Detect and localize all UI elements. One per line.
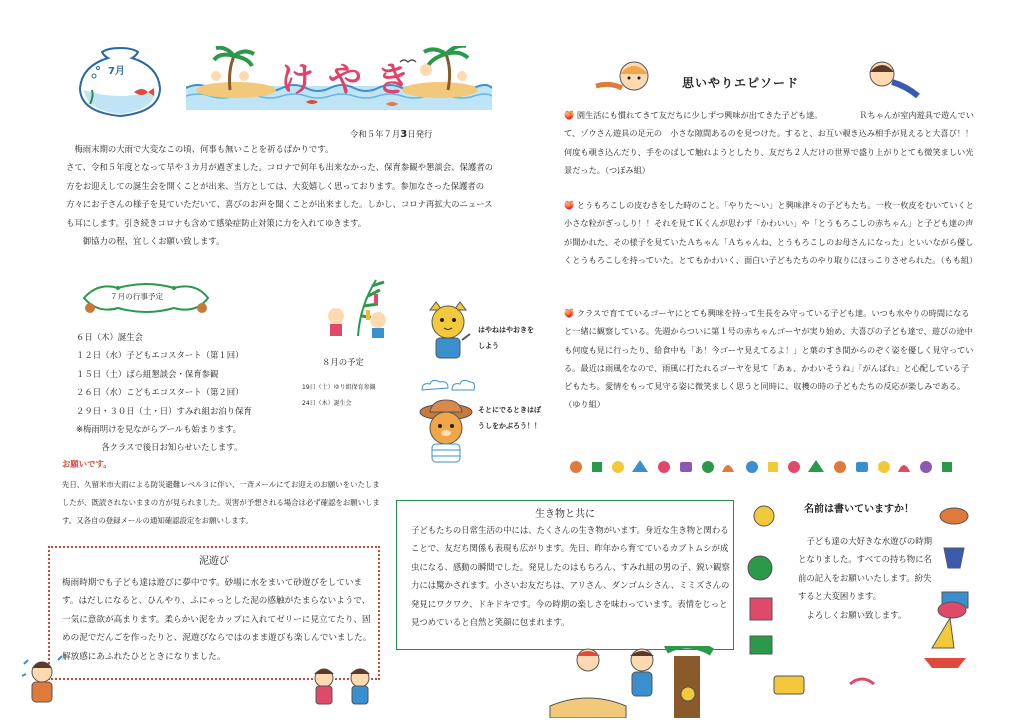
mud-play-text: 梅雨時期でも子ども達は遊びに夢中です。砂場に水をまいて砂遊びをしています。はだしになると、ひんやり、ふにゃっとした泥の感触がたまらないようで、一気に意欲が高まります。柔らかい泥をカップに入れてゼリーに見立てたり、固めの泥でだんごを作ったりと、泥遊びならではのまま遊びも楽しんでいました。解放感にあふれたひとときになりました。: [62, 578, 372, 662]
august-events: [302, 380, 376, 412]
episode-2: [564, 196, 978, 269]
flying-boy-illustration: [862, 56, 920, 100]
issue-date: 令和５年７月3日発行: [350, 129, 433, 140]
episode-1: [564, 106, 974, 179]
clothes-frame: [744, 498, 974, 708]
events-title: ７月の行事予定: [110, 292, 164, 301]
event-item: １２日（水）子どもエコスタート（第１回）: [76, 350, 244, 361]
bear-with-hat-illustration: [416, 398, 476, 466]
mud-play-title: 泥遊び: [199, 556, 229, 567]
peach-icon: 🍑: [564, 308, 577, 318]
august-title: ８月の予定: [322, 357, 364, 367]
episode-section-title: 思いやりエピソード: [682, 76, 800, 90]
tanabata-icon: [318, 276, 396, 338]
month-label: 7月: [108, 66, 125, 77]
event-item: １５日（土）ばら組懇談会・保育参観: [76, 368, 219, 379]
notice-heading: お願いです。: [62, 459, 112, 469]
cat-illustration: [422, 300, 474, 362]
bubble-wear-hat: そとにでるときはぼうしをかぶろう！！: [478, 406, 541, 430]
child-flying-icon: [594, 56, 662, 100]
names-closing: よろしくお願い致します。: [806, 609, 907, 620]
tanabata-illustration: [318, 276, 396, 338]
notice-text: 先日、久留米市大雨による防災避難レベル３に伴い、一斉メールにてお迎えのお願いをいたしましたが、既読されないままの方が見られました。災害が予想される場合は必ず確認をお願いします。又各自の登録メールの通知確認設定をお願いします。: [62, 480, 380, 525]
july-events: [76, 328, 306, 457]
fishbowl-icon: [72, 46, 168, 118]
event-item: ※梅雨明けを見ながらプールも始まります。: [76, 424, 242, 435]
event-item: ２９日・３０日（土・日）すみれ組お泊り保育: [76, 405, 252, 416]
names-title: 名前は書いていますか！: [804, 504, 914, 515]
intro-text: [66, 140, 498, 250]
august-item: 24日（木）誕生会: [302, 400, 352, 407]
mud-play-box: [48, 546, 380, 680]
living-things-text: 子どもたちの日常生活の中には、たくさんの生き物がいます。身近な生き物と関わることで、友だち関係も表現も広がります。先日、昨年から育てているカブトムシが成虫になる、感動の瞬間でした。発見したのはもちろん、すみれ組の男の子、鋭い観察力には驚かされます。小さいお友だちは、アリさん、ダンゴムシさん、ミミズさんの発見にワクワク、ドキドキです。今の時期の楽しさを味わっています。表情をじっと見つめていると自然と笑顔に包まれます。: [411, 525, 730, 628]
cat-icon: [422, 300, 474, 362]
child-splash-illustration: [20, 654, 64, 712]
peach-icon: 🍑: [564, 110, 577, 120]
event-item: ２６日（水）こどもエコスタート（第２回）: [76, 387, 244, 398]
children-icon: [306, 664, 382, 716]
children-playing-illustration: [306, 664, 382, 716]
event-item: ６日（木）誕生会: [76, 332, 143, 342]
episode-text: クラスで育てているゴーヤにとても興味を持って生長をみ守っている子ども達。いつも水やりの時間になると一緒に観察している。先週からついに第１号の赤ちゃんゴーヤが実り始め、大喜びの子ども達で、遊びの途中も何度も見に行ったり、給食中も「あ！今ゴーヤ見えてるよ！」と葉のすき間からのぞく姿を優しく見守っている。最近は雨風をなので、雨風に打たれるゴーヤを見て「あぁ、かわいそうね」「がんばれ」と心配している子どもたち。愛情をもって見守る姿に微笑ましく思うと同時に、収穫の時の子どもたちの反応が楽しみである。（ゆり組）: [564, 308, 974, 410]
episode-3: [564, 304, 974, 414]
august-item: 19日（土）ゆり組保育参観: [302, 384, 376, 391]
episode-text: 園生活にも慣れてきて友だちに少しずつ興味が出てきた子ども達。 Ｒちゃんが室内遊具で遊んでいて、ゾウさん遊具の足元の 小さな隙間あるのを見つけた。すると、お互い覗き込み相手が見えると大喜び！！何度も覗き込んだり、手をのばして触れようとしたり、友だち２人だけの世界で盛り上がりとても微笑ましい光景だった。（つぼみ組）: [564, 110, 974, 175]
clothes-border-icon: [744, 498, 974, 708]
episode-text: とうもろこしの皮むきをした時のこと。「やりた〜い」と興味津々の子どもたち。一枚一枚皮をむいていくと小さな粒がぎっしり！！それを見てＫくんが思わず「かわいい」や「とうもろこしの赤ちゃん」と子ども達の声が聞かれた、その様子を見ていたＡちゃん「Ａちゃんね、とうもろこしのお母さんになった」といいながら優しくとうもろこしを持っていた。とてもかわいく、面白い子どもたちのやり取りにほっこりさせられた。（もも組）: [564, 200, 978, 265]
intro-line: 梅雨末期の大雨で大変なこの頃、何事も無いことを祈るばかりです。: [74, 144, 334, 154]
cloud-icon: [418, 376, 478, 394]
names-paragraph: 子ども達の大好きな水遊びの時期となりました。すべての持ち物に名前の記入をお願いいたします。紛失すると大変困ります。: [798, 536, 933, 602]
bear-icon: [416, 398, 476, 466]
flying-child-illustration: [594, 56, 662, 100]
child-icon: [20, 654, 64, 712]
intro-line: 御協力の程、宜しくお願い致します。: [82, 236, 225, 247]
peach-icon: 🍑: [564, 200, 577, 210]
toys-row-icon: [566, 456, 966, 478]
boy-flying-icon: [862, 56, 920, 100]
month-fishbowl: [72, 46, 168, 118]
event-item: 各クラスで後日お知らせいたします。: [101, 442, 243, 453]
intro-line: さて、令和５年度となって早や３カ月が過ぎました。コロナで何年も出来なかった、保育参観や懇談会、保護者の方をお迎えしての誕生会を開くことが出来、当方としては、大変嬉しく思っております。参加なさった保護者の方々にお子さんの様子を見ていただいて、喜びのお声を聞くことが出来ました。しかし、コロナ再拡大のニュースも耳にします。引き続きコロナも含めて感染症防止対策に力を入れてゆきます。: [66, 162, 493, 228]
clouds-illustration: [418, 376, 478, 394]
living-things-title: 生き物と共に: [535, 509, 595, 520]
newsletter-title: けやき: [280, 60, 424, 100]
children-nature-illustration: [548, 646, 718, 718]
children-tree-icon: [548, 646, 718, 718]
living-things-box: [396, 500, 734, 650]
bubble-early-sleep: はやねはやおきをしよう: [478, 326, 534, 350]
toy-border: [566, 456, 966, 478]
